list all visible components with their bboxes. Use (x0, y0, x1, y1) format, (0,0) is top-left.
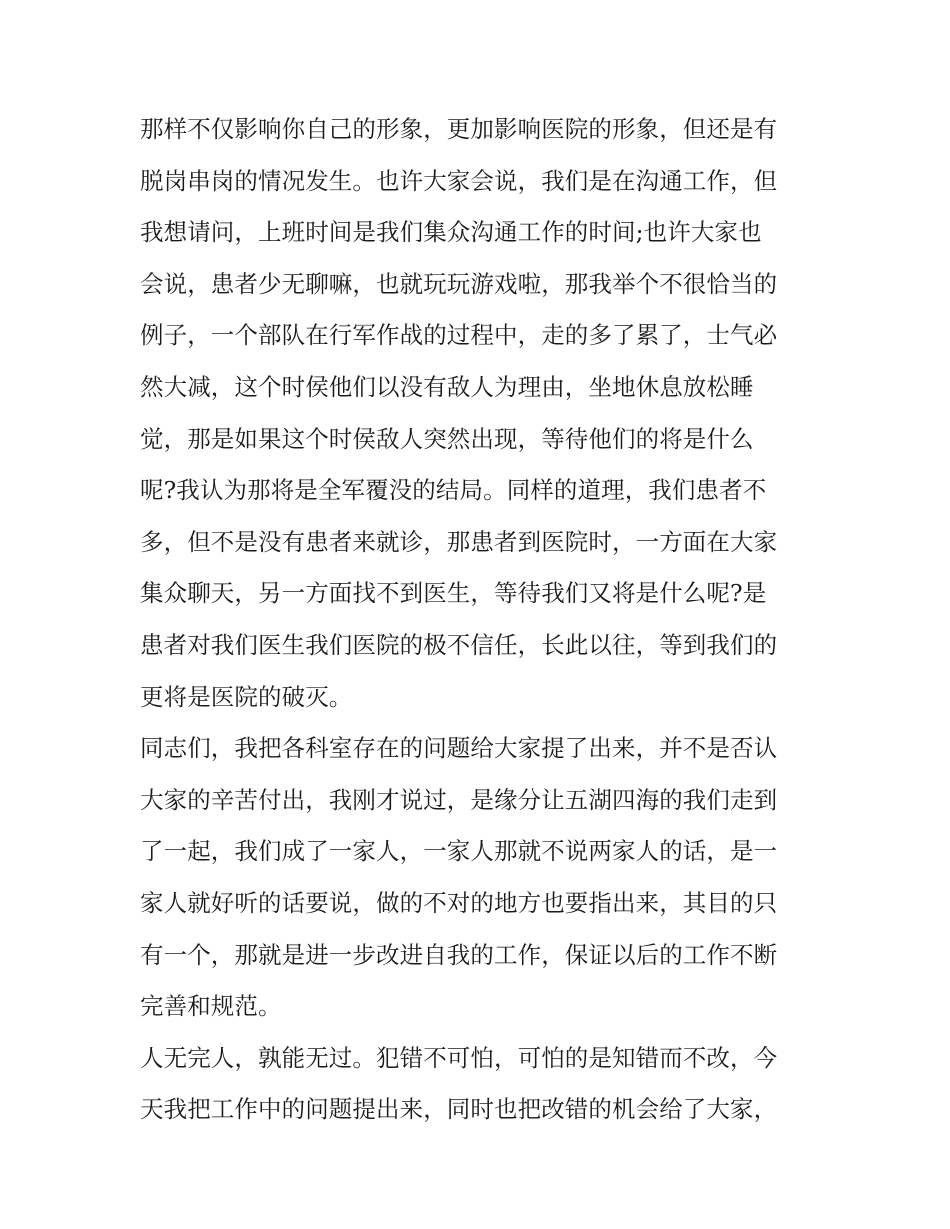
text-line: 然大减，这个时侯他们以没有敌人为理由，坐地休息放松睡 (140, 372, 754, 401)
text-line: 会说，患者少无聊嘛，也就玩玩游戏啦，那我举个不很恰当的 (140, 269, 778, 298)
text-line: 了一起，我们成了一家人，一家人那就不说两家人的话，是一 (140, 837, 778, 866)
text-line: 呢?我认为那将是全军覆没的结局。同样的道理，我们患者不 (140, 476, 767, 505)
body-text (140, 104, 820, 1136)
text-line: 集众聊天，另一方面找不到医生，等待我们又将是什么呢?是 (140, 579, 767, 608)
text-line: 更将是医院的破灭。 (140, 682, 353, 711)
text-line: 天我把工作中的问题提出来，同时也把改错的机会给了大家， (140, 1095, 778, 1124)
text-line: 有一个，那就是进一步改进自我的工作，保证以后的工作不断 (140, 940, 778, 969)
text-line: 人无完人，孰能无过。犯错不可怕，可怕的是知错而不改，今 (140, 1043, 778, 1072)
text-line: 完善和规范。 (140, 992, 282, 1021)
text-line: 觉，那是如果这个时侯敌人突然出现，等待他们的将是什么 (140, 424, 754, 453)
text-line: 我想请问，上班时间是我们集众沟通工作的时间;也许大家也 (140, 218, 762, 247)
text-line: 例子，一个部队在行军作战的过程中，走的多了累了，士气必 (140, 321, 778, 350)
text-line: 同志们，我把各科室存在的问题给大家提了出来，并不是否认 (140, 734, 778, 763)
text-line: 那样不仅影响你自己的形象，更加影响医院的形象，但还是有 (140, 115, 778, 143)
text-line: 脱岗串岗的情况发生。也许大家会说，我们是在沟通工作，但 (140, 166, 778, 195)
text-line: 患者对我们医生我们医院的极不信任，长此以往，等到我们的 (140, 630, 778, 659)
text-line: 多，但不是没有患者来就诊，那患者到医院时，一方面在大家 (140, 527, 778, 556)
text-line: 大家的辛苦付出，我刚才说过，是缘分让五湖四海的我们走到 (140, 785, 778, 814)
text-line: 家人就好听的话要说，做的不对的地方也要指出来，其目的只 (140, 888, 778, 917)
